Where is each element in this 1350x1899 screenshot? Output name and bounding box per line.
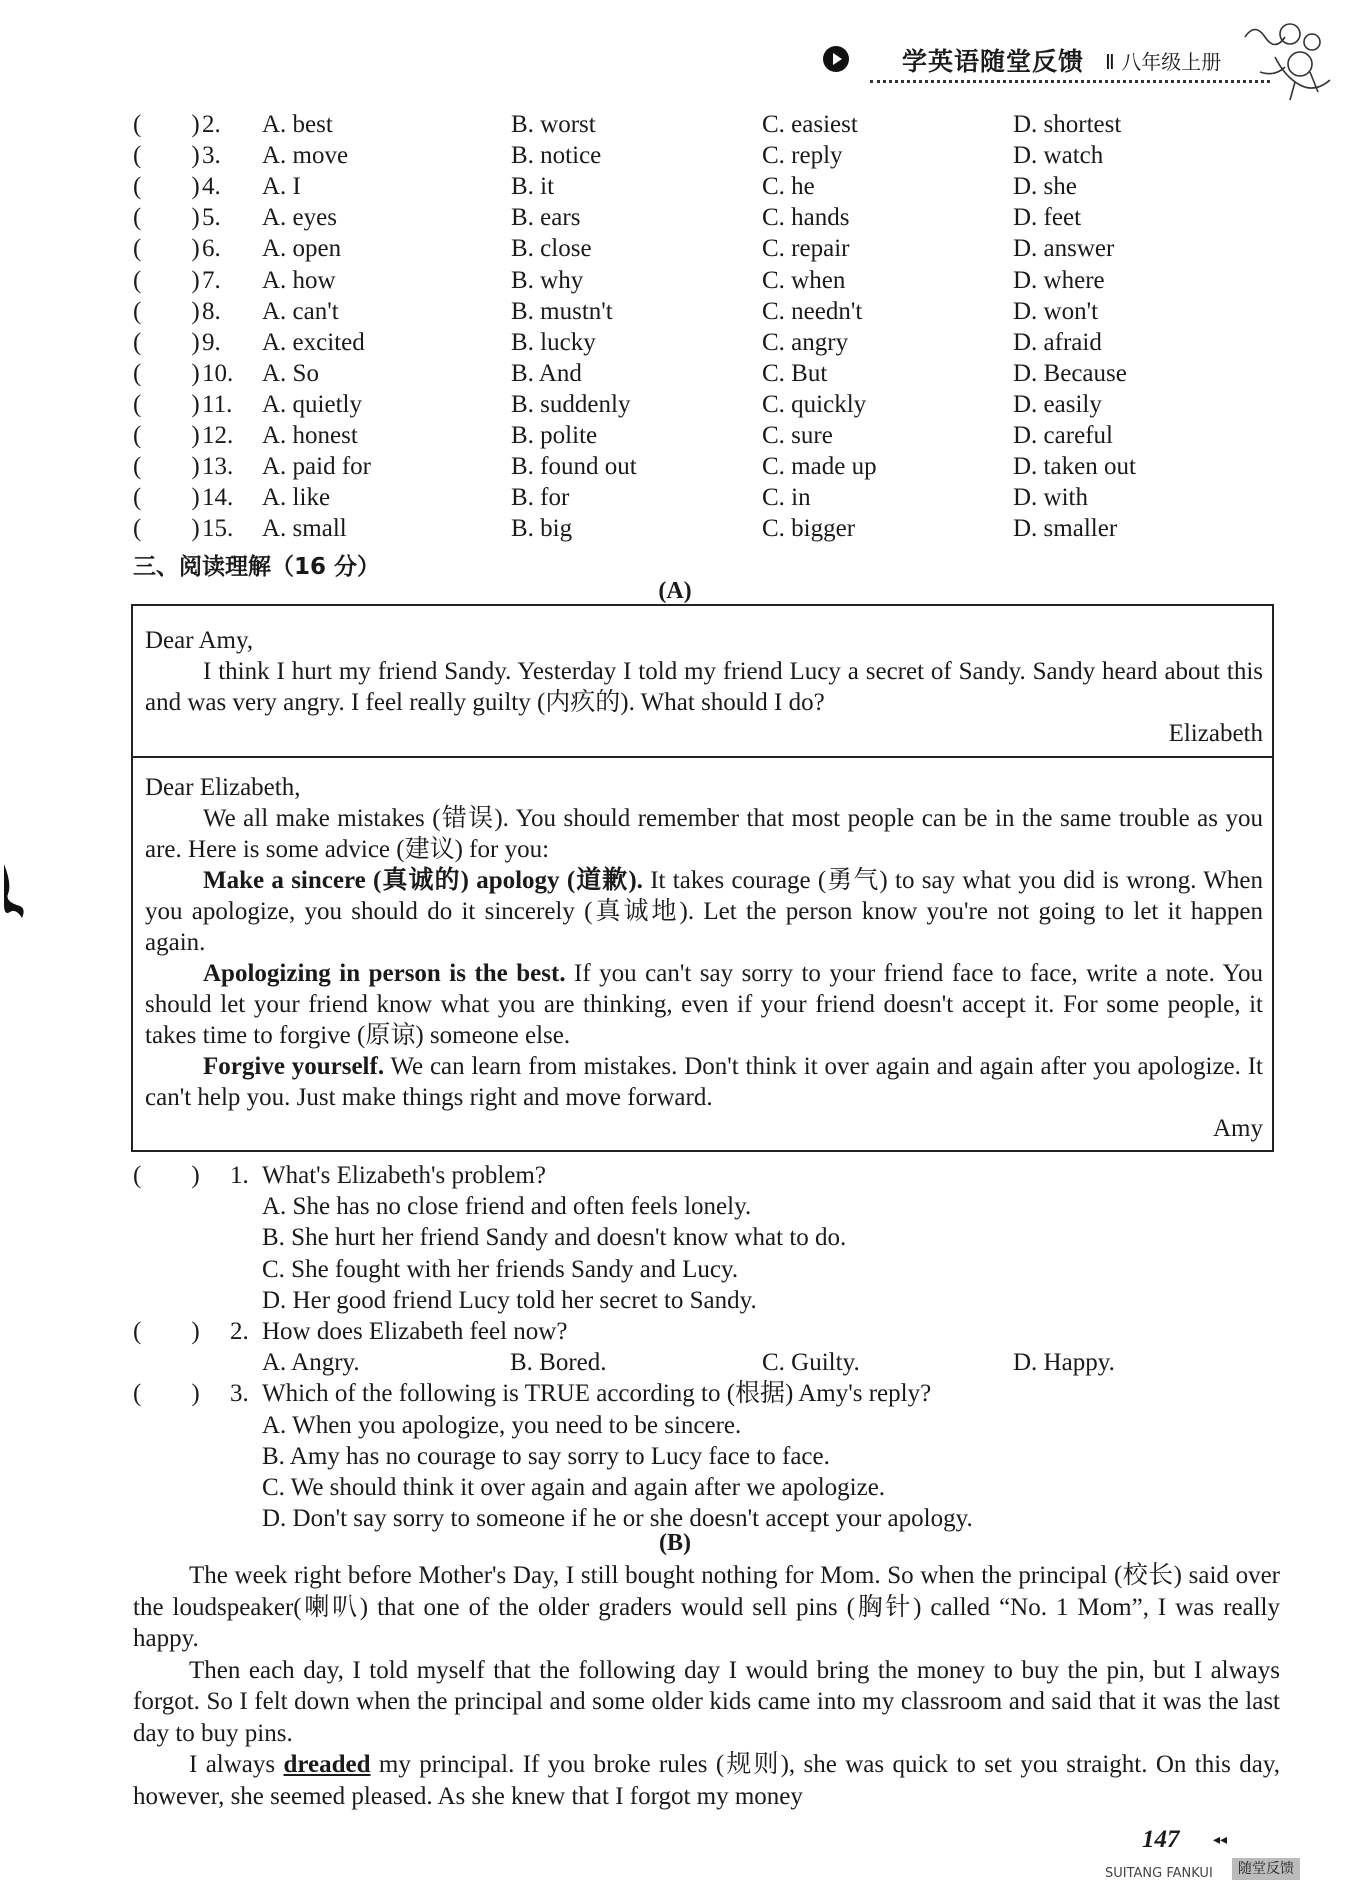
option-c: C. in [762,484,811,512]
letter-greeting: Dear Elizabeth, [145,774,301,801]
header-divider [870,80,1270,83]
answer-blank[interactable]: ( ) [133,297,200,325]
letter-elizabeth [145,625,1263,749]
advice-heading: Apologizing in person is the best. [203,960,566,987]
question-number: 2. [202,111,221,138]
option-row [0,141,1350,171]
option-a: A. So [262,359,319,387]
option-row [0,110,1350,140]
answer-option: C. She fought with her friends Sandy and Lucy. [262,1255,739,1283]
question-number: 15. [202,515,234,543]
answer-blank[interactable]: ( ) [133,235,200,263]
answer-blank[interactable]: ( ) [133,359,200,387]
option-d: D. taken out [1013,453,1136,481]
answer-option: B. Bored. [510,1349,607,1377]
answer-option: A. She has no close friend and often feels lonely. [262,1193,752,1221]
passage-a-label: (A) [658,578,692,604]
question-number: 2. [230,1318,249,1345]
answer-blank[interactable]: ( ) [133,328,200,356]
option-row [0,266,1350,296]
answer-option: D. Her good friend Lucy told her secret to Sandy. [262,1286,757,1314]
book-title: 学英语随堂反馈 [902,47,1085,76]
option-d: D. easily [1013,390,1102,418]
option-d: D. won't [1013,297,1099,325]
letter-paragraph [145,1051,1263,1113]
option-b: B. big [511,515,573,543]
option-b: B. worst [511,111,596,138]
question-number: 12. [202,422,234,449]
answer-blank[interactable]: ( ) [133,422,200,449]
answer-option: D. Don't say sorry to someone if he or she doesn't accept your apology. [262,1505,973,1533]
advice-text: We can learn from mistakes. Don't think it over again and again after you apologize. It can't help you. Just make things right and move forward. [145,1053,1263,1111]
question-number: 14. [202,484,234,512]
option-d: D. afraid [1013,328,1102,356]
option-row [0,514,1350,544]
option-a: A. like [262,484,331,512]
option-b: B. why [511,266,584,294]
question-number: 5. [202,204,221,232]
section-title: 三、阅读理解（16 分） [133,554,381,580]
option-b: B. notice [511,142,602,170]
option-a: A. I [262,173,301,201]
series-badge: 随堂反馈 [1232,1858,1300,1880]
option-b: B. mustn't [511,297,613,325]
option-a: A. quietly [262,390,362,418]
answer-option: A. Angry. [262,1349,360,1377]
option-c: C. bigger [762,515,856,543]
passage-paragraph [133,1749,1280,1812]
arrow-icon: ◂◂ [1213,1832,1228,1848]
letter-paragraph [145,958,1263,1051]
option-c: C. angry [762,328,849,356]
edge-mark-icon [0,860,34,930]
answer-option: A. When you apologize, you need to be sincere. [262,1411,742,1439]
option-row [0,328,1350,358]
answer-option: D. Happy. [1013,1349,1115,1377]
option-a: A. how [262,266,336,294]
option-b: B. for [511,484,570,512]
option-d: D. answer [1013,235,1115,263]
passage-text: I always [189,1751,284,1778]
option-c: C. hands [762,204,850,232]
answer-blank[interactable]: ( ) [133,111,200,138]
underlined-word: dreaded [283,1751,371,1778]
question-number: 8. [202,297,221,325]
answer-option: B. Amy has no courage to say sorry to Lucy face to face. [262,1442,830,1470]
letter-paragraph [145,865,1263,958]
question-stem: What's Elizabeth's problem? [262,1162,546,1189]
option-b: B. ears [511,204,581,232]
option-a: A. small [262,515,347,543]
letter-paragraph: We all make mistakes (错误). You should remember that most people can be in the same trouble as you are. Here is some advice (建议) for you: [145,805,1263,863]
option-b: B. polite [511,422,598,449]
option-row [0,359,1350,389]
option-a: A. paid for [262,453,371,481]
advice-heading: Make a sincere (真诚的) apology (道歉). [203,867,643,894]
option-c: C. reply [762,142,843,170]
answer-blank[interactable]: ( ) [133,266,200,294]
answer-blank[interactable]: ( ) [133,1318,200,1345]
option-d: D. smaller [1013,515,1118,543]
option-a: A. honest [262,422,358,449]
option-d: D. Because [1013,359,1127,387]
option-row [0,421,1350,451]
series-name: SUITANG FANKUI [1105,1866,1213,1881]
question-stem: How does Elizabeth feel now? [262,1318,568,1345]
play-icon [823,46,849,72]
option-row [0,452,1350,482]
question-number: 3. [230,1380,249,1408]
question-number: 10. [202,359,234,387]
option-c: C. But [762,359,828,387]
question-number: 1. [230,1162,249,1189]
option-a: A. open [262,235,342,263]
option-a: A. excited [262,328,365,356]
option-c: C. easiest [762,111,858,138]
flower-ornament-icon [1240,12,1340,107]
option-c: C. sure [762,422,833,449]
option-a: A. move [262,142,349,170]
letter-greeting: Dear Amy, [145,627,254,654]
option-c: C. made up [762,453,877,481]
option-b: B. lucky [511,328,596,356]
option-row [0,203,1350,233]
passage-paragraph: Then each day, I told myself that the following day I would bring the money to buy the pin, but I always forgot. So I felt down when the principal and some older kids came into my classroom and said that it was the last day to buy pins. [133,1656,1280,1747]
option-d: D. careful [1013,422,1113,449]
passage-b [133,1560,1280,1812]
answer-blank[interactable]: ( ) [133,1380,200,1408]
letter-divider [131,756,1274,758]
option-c: C. quickly [762,390,867,418]
option-d: D. watch [1013,142,1104,170]
option-c: C. he [762,173,815,201]
option-row [0,390,1350,420]
option-b: B. found out [511,453,637,481]
page-number: 147 [1142,1826,1180,1853]
option-row [0,297,1350,327]
answer-blank[interactable]: ( ) [133,173,200,201]
option-row [0,172,1350,202]
question-stem: Which of the following is TRUE according to (根据) Amy's reply? [262,1380,932,1408]
advice-text: It takes courage (勇气) to say what you did is wrong. When you apologize, you should do it sincerely (真诚地). Let the person know you're not going to let it happen again. [145,867,1263,956]
advice-text: If you can't say sorry to your friend face to face, write a note. You should let your friend know what you are thinking, even if your friend doesn't accept it. For some people, it takes time to forgive (原谅) someone else. [145,960,1264,1049]
answer-blank[interactable]: ( ) [133,204,200,232]
question-number: 6. [202,235,221,263]
passage-text: my principal. If you broke rules (规则), she was quick to set you straight. On this day, however, she seemed pleased. As she knew that I forgot my money [133,1751,1281,1810]
letter-body: I think I hurt my friend Sandy. Yesterday I told my friend Lucy a secret of Sandy. Sandy heard about this and was very angry. I feel really guilty (内疚的). What should I do? [145,658,1263,716]
letter-signature: Elizabeth [1168,720,1263,747]
letter-amy [145,772,1263,1144]
answer-blank[interactable]: ( ) [133,1162,200,1189]
option-d: D. feet [1013,204,1082,232]
option-row [0,483,1350,513]
option-d: D. where [1013,266,1105,294]
answer-option: B. She hurt her friend Sandy and doesn't know what to do. [262,1224,847,1252]
option-b: B. suddenly [511,390,631,418]
advice-heading: Forgive yourself. [203,1053,385,1080]
option-a: A. eyes [262,204,337,232]
option-d: D. she [1013,173,1077,201]
option-d: D. shortest [1013,111,1122,138]
option-a: A. best [262,111,333,138]
option-b: B. close [511,235,592,263]
answer-blank[interactable]: ( ) [133,515,200,543]
passage-b-label: (B) [659,1530,691,1556]
question-number: 13. [202,453,234,481]
passage-paragraph: The week right before Mother's Day, I still bought nothing for Mom. So when the principal (校长) said over the loudspeaker(喇叭) that one of the older graders would sell pins (胸针) called “No. 1 Mom”, I was really happy. [133,1562,1280,1652]
answer-blank[interactable]: ( ) [133,453,200,481]
question-number: 7. [202,266,221,294]
question-number: 4. [202,173,221,201]
grade-label: Ⅱ 八年级上册 [1105,50,1222,74]
option-a: A. can't [262,297,339,325]
option-c: C. when [762,266,846,294]
option-row [0,234,1350,264]
option-b: B. And [511,359,582,387]
option-d: D. with [1013,484,1088,512]
question-number: 9. [202,328,221,356]
question-number: 11. [202,390,233,418]
letter-signature: Amy [1213,1115,1263,1142]
answer-blank[interactable]: ( ) [133,484,200,512]
question-number: 3. [202,142,221,170]
answer-blank[interactable]: ( ) [133,390,200,418]
option-c: C. needn't [762,297,863,325]
answer-option: C. We should think it over again and again after we apologize. [262,1474,886,1501]
option-c: C. repair [762,235,850,263]
answer-option: C. Guilty. [762,1349,860,1377]
answer-blank[interactable]: ( ) [133,142,200,170]
option-b: B. it [511,173,555,201]
